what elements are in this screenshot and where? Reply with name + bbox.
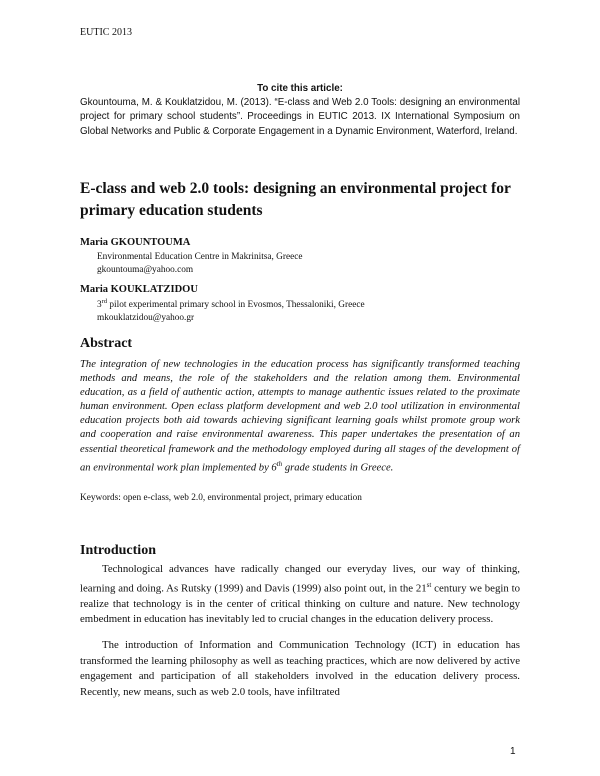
author-affiliation-2 [97,296,365,324]
citation-title: To cite this article: [257,83,343,94]
intro-p1-body: Technological advances have radically changed our everyday lives, our way of thinking, learning and doing. As Rutsky (1999) and Davis (1999) also point out, in the 21 [80,563,520,595]
author-email-2: mkouklatzidou@yahoo.gr [97,312,195,323]
author-email-1: gkountouma@yahoo.com [97,264,194,275]
intro-paragraph-1 [80,562,520,628]
running-head: EUTIC 2013 [80,27,132,38]
abstract-ordinal: th [276,459,283,468]
abstract-body: The integration of new technologies in the education process has significantly transformed teaching methods and means, the role of the stakeholders and the relation among them. Environmental education, as a field of authentic action, attempts to manage authentic issues related to the proximate human environment. Open eclass platform development and web 2.0 tool utilization in environmental education projects both aid towards achieving significant learning goals whilst promote group work and cooperation and raise environmental awareness. This paper undertakes the presentation of an essential theoretical framework and the methodology employed during all stages of the development of an environmental work plan implemented by 6 [80,359,520,474]
citation-body: Gkountouma, M. & Kouklatzidou, M. (2013). “E-class and Web 2.0 Tools: designing an environmental project for primary school students”. Proceedings in EUTIC 2013. IX International Symposium on Global Networks and Public & Corporate Engagement in a Dynamic Environment, Waterford, Ireland. [80,97,520,137]
intro-p1-ordinal: st [426,580,432,589]
author-name-1: Maria GKOUNTOUMA [80,237,191,248]
author-name-2: Maria KOUKLATZIDOU [80,284,198,295]
intro-p1-tail: century we begin to realize that technology is in the center of critical thinking on culture and nature. New technology embedment in education has inevitably led to crucial changes in the education delivery process. [80,582,520,626]
page-number: 1 [510,746,516,757]
keywords: Keywords: open e-class, web 2.0, environmental project, primary education [80,493,362,503]
paper-title: E-class and web 2.0 tools: designing an environmental project for primary education students [80,180,511,219]
abstract-tail: grade students in Greece. [282,462,394,474]
introduction-heading: Introduction [80,543,156,558]
author-affiliation-1 [97,251,303,276]
abstract-heading: Abstract [80,336,133,351]
abstract-text [80,358,520,475]
affiliation-text-1: Environmental Education Centre in Makrinitsa, Greece [97,252,303,262]
affiliation-number-2: 3 [97,300,102,311]
affiliation-rest-2: pilot experimental primary school in Evosmos, Thessaloniki, Greece [107,300,365,311]
intro-paragraph-2: The introduction of Information and Communication Technology (ICT) in education has transformed the learning philosophy as well as teaching practices, which are now delivered by active engagement and participation of all stakeholders involved in the education delivery process. Recently, new means, such as web 2.0 tools, have infiltrated [80,639,520,698]
citation-block [80,82,520,139]
affiliation-text-2 [97,296,365,312]
affiliation-ordinal-2: rd [101,298,108,305]
